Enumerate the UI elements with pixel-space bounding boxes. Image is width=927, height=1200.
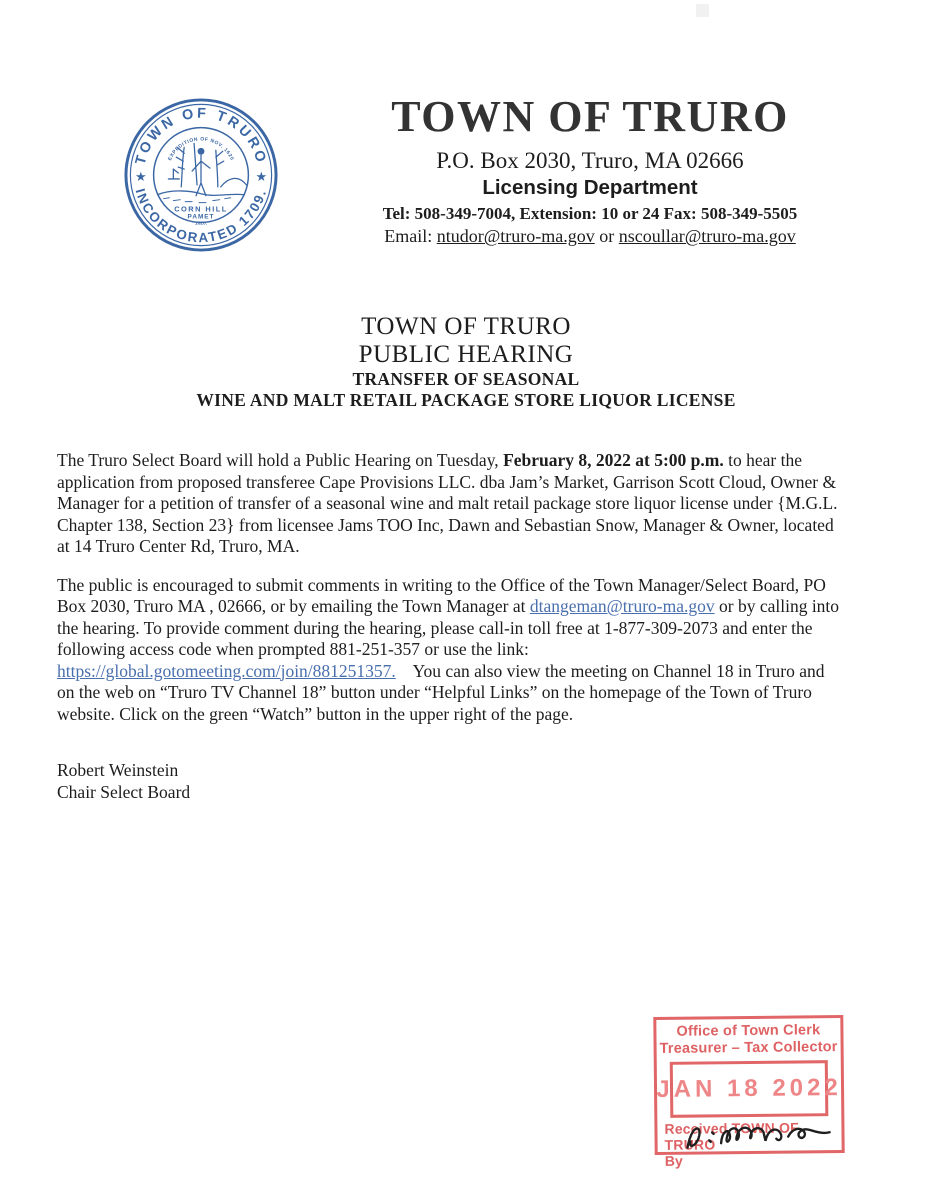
hyperlink[interactable]: https://global.gotomeeting.com/join/881251357. [57, 660, 396, 681]
notice-subtitle-line2: WINE AND MALT RETAIL PACKAGE STORE LIQUOR LICENSE [196, 390, 736, 410]
notice-body [57, 450, 897, 725]
seal-bottom-text: INCORPORATED 1709. [132, 186, 270, 246]
stamp-date: JAN 18 2022 [656, 1074, 842, 1103]
text-segment: Manager for a petition of transfer of a seasonal wine and malt retail package store liquor license under {M.G.L. [57, 493, 838, 513]
email-link-ntudor[interactable]: ntudor@truro-ma.gov [436, 226, 595, 247]
text-line [57, 450, 897, 472]
stamp-by-label: By [664, 1152, 683, 1169]
received-stamp [653, 1015, 844, 1169]
text-segment: Chapter 138, Section 23} from licensee Jams TOO Inc, Dawn and Sebastian Snow, Manager & Owner, located [57, 514, 834, 535]
seal-1620-text: 1620. [194, 221, 208, 227]
text-segment: or by calling into [714, 596, 840, 616]
paragraph-public-comment [57, 575, 897, 726]
text-line [57, 661, 897, 683]
text-segment: on the web on “Truro TV Channel 18” button under “Helpful Links” on the homepage of the Town of Truro [57, 682, 812, 702]
email-prefix: Email: [384, 226, 437, 247]
seal-inner-arc-text: EXPEDITION OF NOV. 1620 [168, 137, 234, 162]
text-segment: Box 2030, Truro MA , 02666, or by emailing the Town Manager at [57, 596, 530, 616]
notice-title-block [57, 313, 875, 411]
text-line [57, 536, 897, 558]
letterhead [290, 94, 890, 248]
paragraph-hearing-details [57, 450, 897, 558]
stamp-treasurer-line: Treasurer – Tax Collector [659, 1039, 838, 1057]
stamp-office-line: Office of Town Clerk [676, 1022, 821, 1040]
text-segment: February 8, 2022 at 5:00 p.m. [503, 450, 724, 470]
hyperlink[interactable]: dtangeman@truro-ma.gov [529, 596, 715, 616]
signature-name: Robert Weinstein [57, 760, 179, 780]
letterhead-title: TOWN OF TRURO [391, 92, 789, 141]
letterhead-address: P.O. Box 2030, Truro, MA 02666 [436, 148, 744, 174]
seal-star-left-icon: ★ [135, 169, 147, 184]
seal-star-right-icon: ★ [255, 169, 267, 184]
text-segment: website. Click on the green “Watch” button in the upper right of the page. [57, 703, 574, 724]
text-line [57, 515, 897, 537]
seal-corn-hill-text: CORN HILL [174, 204, 228, 214]
stamp-received-line: Received TOWN OF TRURO [664, 1119, 799, 1153]
text-line [57, 618, 897, 640]
text-segment: at 14 Truro Center Rd, Truro, MA. [57, 536, 300, 556]
letterhead-phone: Tel: 508-349-7004, Extension: 10 or 24 Fax: 508-349-5505 [382, 204, 798, 224]
text-line [57, 682, 897, 704]
text-segment: application from proposed transferee Cape Provisions LLC. dba Jam’s Market, Garrison Scott Cloud, Owner & [57, 471, 837, 492]
text-segment: You can also view the meeting on Channel 18 in Truro and [395, 660, 825, 681]
email-separator: or [594, 226, 619, 247]
text-line [57, 493, 897, 515]
seal-top-text: TOWN OF TRURO [132, 105, 270, 167]
text-line [57, 704, 897, 726]
seal-pamet-text: PAMET [187, 213, 215, 221]
town-seal [122, 96, 280, 254]
text-segment: The public is encouraged to submit comments in writing to the Office of the Town Manager/Select Board, PO [57, 574, 826, 595]
handwritten-signature [679, 1116, 837, 1160]
notice-title-line2: PUBLIC HEARING [358, 341, 574, 368]
text-segment: to hear the [723, 450, 802, 470]
text-line [57, 575, 897, 597]
text-segment: following access code when prompted 881-251-357 or use the link: [57, 639, 529, 659]
letterhead-department: Licensing Department [482, 176, 698, 200]
text-line [57, 639, 897, 661]
scan-artifact [696, 4, 709, 17]
text-line [57, 596, 897, 618]
town-seal-icon [122, 96, 280, 254]
text-line [57, 472, 897, 494]
signature-title: Chair Select Board [57, 781, 191, 802]
text-segment: The Truro Select Board will hold a Public Hearing on Tuesday, [57, 450, 504, 470]
notice-title-line1: TOWN OF TRURO [361, 313, 571, 340]
signature-block [57, 760, 190, 803]
stamp-date-box [656, 1060, 842, 1118]
notice-subtitle-line1: TRANSFER OF SEASONAL [352, 369, 580, 389]
letterhead-email-line [290, 226, 890, 248]
email-link-nscoullar[interactable]: nscoullar@truro-ma.gov [618, 226, 796, 247]
text-segment: the hearing. To provide comment during the hearing, please call-in toll free at 1-877-309-2073 and enter the [57, 617, 813, 638]
